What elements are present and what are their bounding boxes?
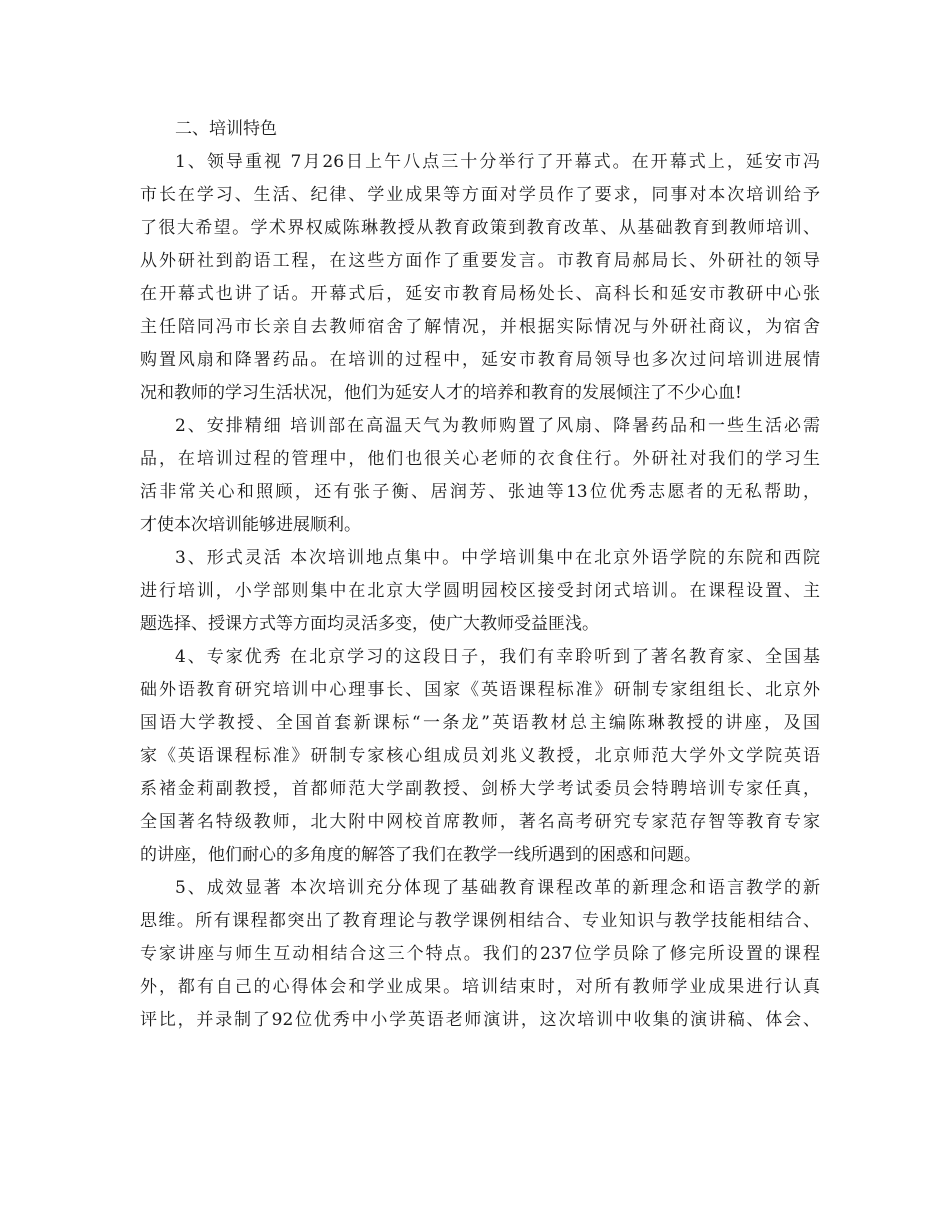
paragraph [140, 410, 820, 542]
paragraph-line: 购置风扇和降署药品。在培训的过程中，延安市教育局领导也多次过问培训进展情 [140, 350, 820, 370]
paragraph-line: 评比，并录制了92位优秀中小学英语老师演讲，这次培训中收集的演讲稿、体会、 [140, 1010, 820, 1030]
paragraph-line: 1、领导重视 7月26日上午八点三十分举行了开幕式。在开幕式上，延安市冯 [175, 152, 820, 172]
paragraph-line: 国语大学教授、全国首套新课标“一条龙”英语教材总主编陈琳教授的讲座，及国 [140, 713, 820, 733]
paragraph-line: 系褚金莉副教授，首都师范大学副教授、剑桥大学考试委员会特聘培训专家任真， [140, 779, 820, 799]
paragraph-line: 品，在培训过程的管理中，他们也很关心老师的衣食住行。外研社对我们的学习生 [140, 449, 820, 469]
paragraph-line: 家《英语课程标准》研制专家核心组成员刘兆义教授，北京师范大学外文学院英语 [140, 746, 820, 766]
paragraph-line: 进行培训，小学部则集中在北京大学圆明园校区接受封闭式培训。在课程设置、主 [140, 581, 820, 601]
paragraph-line: 思维。所有课程都突出了教育理论与教学课例相结合、专业知识与教学技能相结合、 [140, 911, 820, 931]
paragraph-line: 在开幕式也讲了话。开幕式后，延安市教育局杨处长、高科长和延安市教研中心张 [140, 284, 820, 304]
paragraph [140, 146, 820, 410]
paragraph [140, 542, 820, 641]
paragraph [140, 872, 820, 1037]
paragraph-line: 市长在学习、生活、纪律、学业成果等方面对学员作了要求，同事对本次培训给予 [140, 185, 820, 205]
paragraph-line: 题选择、授课方式等方面均灵活多变，使广大教师受益匪浅。 [140, 614, 599, 634]
paragraph-line: 础外语教育研究培训中心理事长、国家《英语课程标准》研制专家组组长、北京外 [140, 680, 820, 700]
paragraph-line: 5、成效显著 本次培训充分体现了基础教育课程改革的新理念和语言教学的新 [175, 878, 820, 898]
paragraph-list [140, 146, 820, 1037]
paragraph-line: 的讲座，他们耐心的多角度的解答了我们在教学一线所遇到的困惑和问题。 [140, 845, 701, 865]
paragraph-line: 活非常关心和照顾，还有张子衡、居润芳、张迪等13位优秀志愿者的无私帮助， [140, 482, 820, 502]
paragraph-line: 2、安排精细 培训部在高温天气为教师购置了风扇、降暑药品和一些生活必需 [175, 416, 820, 436]
paragraph-line: 专家讲座与师生互动相结合这三个特点。我们的237位学员除了修完所设置的课程 [140, 944, 820, 964]
paragraph-line: 主任陪同冯市长亲自去教师宿舍了解情况，并根据实际情况与外研社商议，为宿舍 [140, 317, 820, 337]
section-heading: 二、培训特色 [175, 119, 277, 139]
paragraph [140, 641, 820, 872]
paragraph-line: 全国著名特级教师，北大附中网校首席教师，著名高考研究专家范存智等教育专家 [140, 812, 820, 832]
paragraph-line: 况和教师的学习生活状况，他们为延安人才的培养和教育的发展倾注了不少心血! [140, 383, 742, 403]
paragraph-line: 才使本次培训能够进展顺利。 [140, 515, 361, 535]
document-page [140, 113, 820, 1037]
paragraph-line: 外，都有自己的心得体会和学业成果。培训结束时，对所有教师学业成果进行认真 [140, 977, 820, 997]
paragraph-line: 4、专家优秀 在北京学习的这段日子，我们有幸聆听到了著名教育家、全国基 [175, 647, 820, 667]
paragraph-line: 从外研社到韵语工程，在这些方面作了重要发言。市教育局郝局长、外研社的领导 [140, 251, 820, 271]
paragraph-line: 了很大希望。学术界权威陈琳教授从教育政策到教育改革、从基础教育到教师培训、 [140, 218, 820, 238]
paragraph-line: 3、形式灵活 本次培训地点集中。中学培训集中在北京外语学院的东院和西院 [175, 548, 820, 568]
